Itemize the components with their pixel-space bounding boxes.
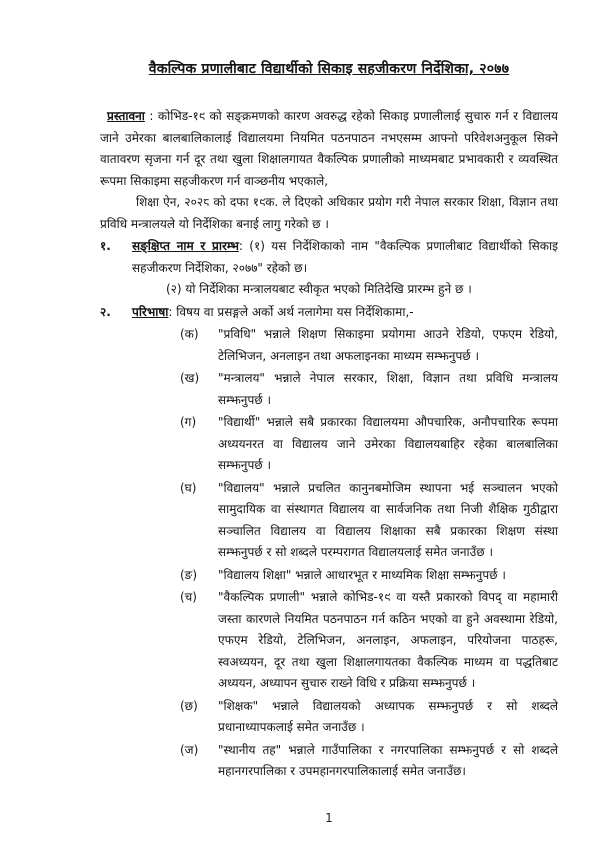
definition-item-cha — [132, 587, 558, 695]
definition-text: "शिक्षक" भन्नाले विद्यालयको अध्यापक सम्झनुपर्छ र सो शब्दले प्रधानाध्यापकलाई समेत जनाउँछ । — [218, 698, 558, 734]
preamble-separator: : — [144, 109, 158, 123]
definition-item-chha — [132, 696, 558, 739]
enactment-paragraph: शिक्षा ऐन, २०२८ को दफा १९क. ले दिएको अधिकार प्रयोग गरी नेपाल सरकार शिक्षा, विज्ञान तथा प्रविधि मन्त्रालयले यो निर्देशिका बनाई लागु गरेको छ । — [100, 195, 558, 231]
section-1-number: १. — [100, 239, 111, 253]
definition-text: "वैकल्पिक प्रणाली" भन्नाले कोभिड-१९ वा यस्तै प्रकारको विपद् वा महामारी जस्ता कारणले नियमित पठनपाठन गर्न कठिन भएको वा हुने अवस्थामा रेडियो, एफएम रेडियो, टेलिभिजन, अनलाइन, अफलाइन, परियोजना पाठहरू, स्वअध्ययन, दूर तथा खुला शिक्षालगायतका वैकल्पिक माध्यम वा पद्धतिबाट अध्ययन, अध्यापन सुचारु राख्ने विधि र प्रक्रिया सम्झनुपर्छ । — [218, 590, 558, 690]
definition-item-nga — [132, 565, 558, 587]
section-2-heading: परिभाषा — [132, 304, 169, 319]
page-number: 1 — [325, 811, 333, 825]
definition-marker: (क) — [180, 327, 199, 341]
definition-marker: (ख) — [180, 371, 200, 385]
section-2-body — [132, 302, 558, 324]
definition-text: "विद्यालय" भन्नाले प्रचलित कानुनबमोजिम स्थापना भई सञ्चालन भएको सामुदायिक वा संस्थागत विद्यालय वा सार्वजनिक तथा निजी शैक्षिक गुठीद्वारा सञ्चालित विद्यालय वा विद्यालय शिक्षाका सबै प्रकारका शिक्षण संस्था सम्झनुपर्छ र सो शब्दले परम्परागत विद्यालयलाई समेत जनाउँछ । — [218, 480, 558, 559]
preamble-label: प्रस्तावना — [107, 109, 145, 123]
section-2 — [100, 302, 558, 783]
definition-item-ga — [132, 412, 558, 477]
section-1-text: : (१) यस निर्देशिकाको नाम "वैकल्पिक प्रणालीबाट विद्यार्थीको सिकाइ सहजीकरण निर्देशिका, २०७७" रहेको छ। — [132, 239, 558, 275]
definition-marker: (छ) — [180, 698, 198, 713]
definition-item-ja — [132, 740, 558, 783]
document-content — [100, 58, 558, 783]
document-title: वैकल्पिक प्रणालीबाट विद्यार्थीको सिकाइ सहजीकरण निर्देशिका, २०७७ — [148, 61, 510, 77]
preamble-text: कोभिड-१९ को सङ्क्रमणको कारण अवरुद्ध रहेको सिकाइ प्रणालीलाई सुचारु गर्न र विद्यालय जाने उमेरका बालबालिकालाई विद्यालयमा नियमित पठनपाठन नभएसम्म आफ्नो परिवेशअनुकूल सिक्ने वातावरण सृजना गर्न दूर तथा खुला शिक्षालगायत वैकल्पिक प्रणालीको माध्यमबाट प्रभावकारी र व्यवस्थित रूपमा सिकाइमा सहजीकरण गर्न वाञ्छनीय भएकाले, — [100, 109, 559, 188]
section-2-number: २. — [100, 304, 111, 319]
preamble-paragraph — [100, 106, 558, 192]
definition-marker: (च) — [180, 590, 197, 604]
section-1-subclause: (२) यो निर्देशिका मन्त्रालयबाट स्वीकृत भएको मितिदेखि प्रारम्भ हुने छ । — [166, 282, 472, 296]
section-1-heading: सङ्क्षिप्त नाम र प्रारम्भ — [132, 239, 239, 253]
definition-marker: (ज) — [180, 742, 199, 757]
definition-item-ka — [132, 324, 558, 367]
definition-marker: (ग) — [180, 415, 197, 429]
section-2-text: : विषय वा प्रसङ्गले अर्को अर्थ नलागेमा यस निर्देशिकामा,- — [168, 304, 414, 319]
definition-text: "विद्यार्थी" भन्नाले सबै प्रकारका विद्यालयमा औपचारिक, अनौपचारिक रूपमा अध्ययनरत वा विद्यालय जाने उमेरका विद्यालयबाहिर रहेका बालबालिका सम्झनुपर्छ । — [218, 415, 558, 472]
definition-text: "विद्यालय शिक्षा" भन्नाले आधारभूत र माध्यमिक शिक्षा सम्झनुपर्छ । — [218, 567, 506, 582]
section-1-body — [132, 236, 558, 279]
section-1 — [100, 236, 558, 301]
definition-item-kha — [132, 368, 558, 411]
definition-marker: (घ) — [180, 480, 197, 495]
definition-text: "मन्त्रालय" भन्नाले नेपाल सरकार, शिक्षा, विज्ञान तथा प्रविधि मन्त्रालय सम्झनुपर्छ । — [218, 371, 558, 407]
definition-text: "स्थानीय तह" भन्नाले गाउँपालिका र नगरपालिका सम्झनुपर्छ र सो शब्दले महानगरपालिका र उपमहानगरपालिकालाई समेत जनाउँछ। — [218, 742, 558, 778]
definition-marker: (ङ) — [180, 567, 198, 582]
definition-item-gha — [132, 478, 558, 564]
definition-text: "प्रविधि" भन्नाले शिक्षण सिकाइमा प्रयोगमा आउने रेडियो, एफएम रेडियो, टेलिभिजन, अनलाइन तथा अफलाइनका माध्यम सम्झनुपर्छ । — [218, 327, 558, 363]
